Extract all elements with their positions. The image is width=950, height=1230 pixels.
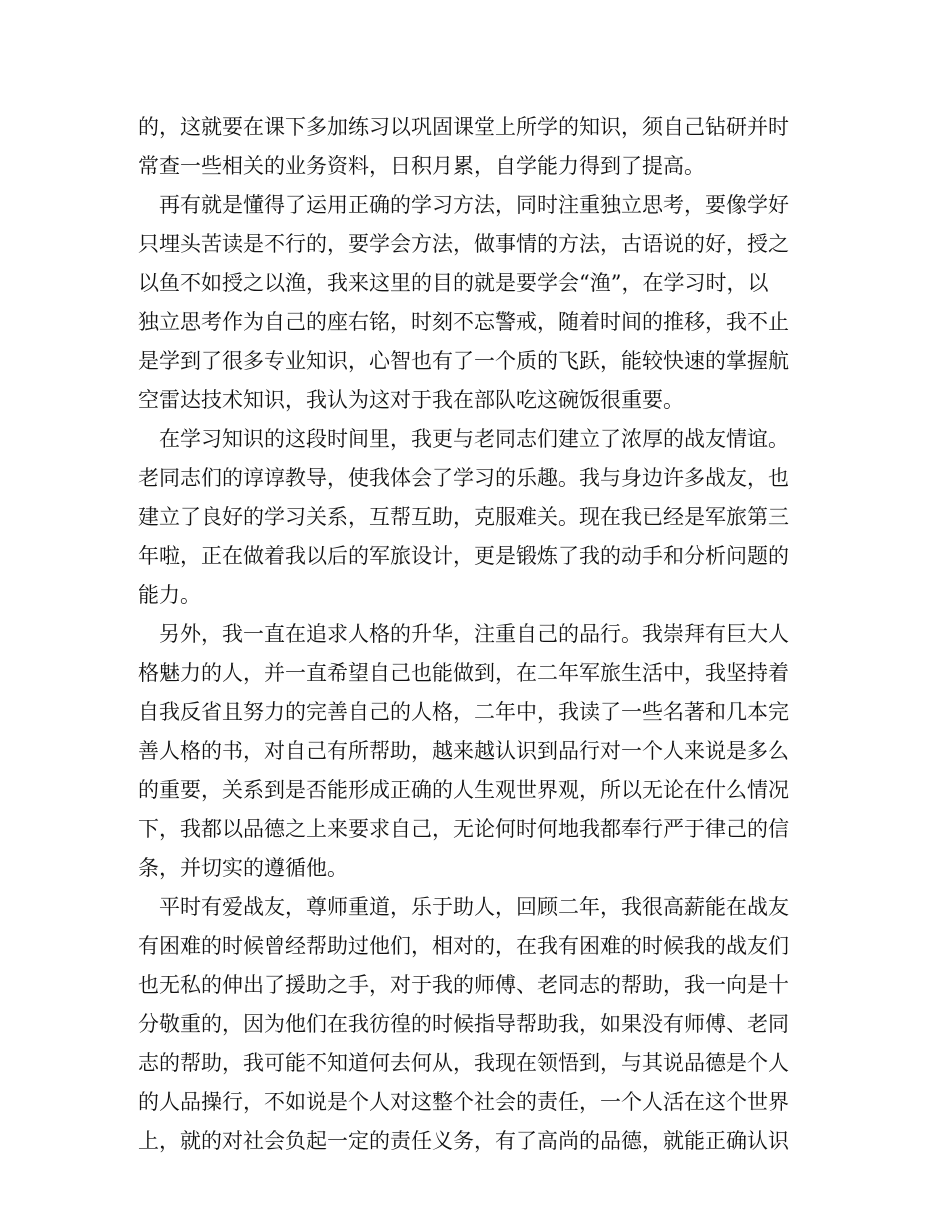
text-line: 是学到了很多专业知识，心智也有了一个质的飞跃，能较快速的掌握航 [138, 349, 789, 373]
text-line: 善人格的书，对自己有所帮助，越来越认识到品行对一个人来说是多么 [138, 739, 789, 763]
body-text [138, 108, 818, 1161]
text-line: 老同志们的谆谆教导，使我体会了学习的乐趣。我与身边许多战友，也 [138, 466, 789, 490]
text-line: 志的帮助，我可能不知道何去何从，我现在领悟到，与其说品德是个人 [138, 1051, 789, 1075]
text-line: 建立了良好的学习关系，互帮互助，克服难关。现在我已经是军旅第三 [138, 505, 789, 529]
text-line: 的人品操行，不如说是个人对这整个社会的责任，一个人活在这个世界 [138, 1090, 789, 1114]
text-line: 也无私的伸出了援助之手，对于我的师傅、老同志的帮助，我一向是十 [138, 973, 789, 997]
text-line: 空雷达技术知识，我认为这对于我在部队吃这碗饭很重要。 [138, 388, 684, 412]
text-line: 在学习知识的这段时间里，我更与老同志们建立了浓厚的战友情谊。 [138, 427, 789, 451]
text-line: 以鱼不如授之以渔，我来这里的目的就是要学会“渔”，在学习时，以 [138, 271, 769, 295]
text-line: 另外，我一直在追求人格的升华，注重自己的品行。我崇拜有巨大人 [138, 622, 789, 646]
text-line: 的，这就要在课下多加练习以巩固课堂上所学的知识，须自己钻研并时 [138, 115, 789, 139]
text-line: 独立思考作为自己的座右铭，时刻不忘警戒，随着时间的推移，我不止 [138, 310, 789, 334]
text-line: 有困难的时候曾经帮助过他们，相对的，在我有困难的时候我的战友们 [138, 934, 789, 958]
text-line: 条，并切实的遵循他。 [138, 856, 348, 880]
text-line: 常查一些相关的业务资料，日积月累，自学能力得到了提高。 [138, 154, 705, 178]
text-line: 再有就是懂得了运用正确的学习方法，同时注重独立思考，要像学好 [138, 193, 789, 217]
text-line: 自我反省且努力的完善自己的人格，二年中，我读了一些名著和几本完 [138, 700, 789, 724]
text-line: 上，就的对社会负起一定的责任义务，有了高尚的品德，就能正确认识 [138, 1129, 789, 1153]
text-line: 能力。 [138, 583, 201, 607]
text-line: 只埋头苦读是不行的，要学会方法，做事情的方法，古语说的好，授之 [138, 232, 789, 256]
text-line: 格魅力的人，并一直希望自己也能做到，在二年军旅生活中，我坚持着 [138, 661, 789, 685]
text-line: 的重要，关系到是否能形成正确的人生观世界观，所以无论在什么情况 [138, 778, 789, 802]
text-line: 分敬重的，因为他们在我彷徨的时候指导帮助我，如果没有师傅、老同 [138, 1012, 789, 1036]
text-line: 年啦，正在做着我以后的军旅设计，更是锻炼了我的动手和分析问题的 [138, 544, 789, 568]
text-line: 下，我都以品德之上来要求自己，无论何时何地我都奉行严于律己的信 [138, 817, 789, 841]
text-line: 平时有爱战友，尊师重道，乐于助人，回顾二年，我很高薪能在战友 [138, 895, 789, 919]
